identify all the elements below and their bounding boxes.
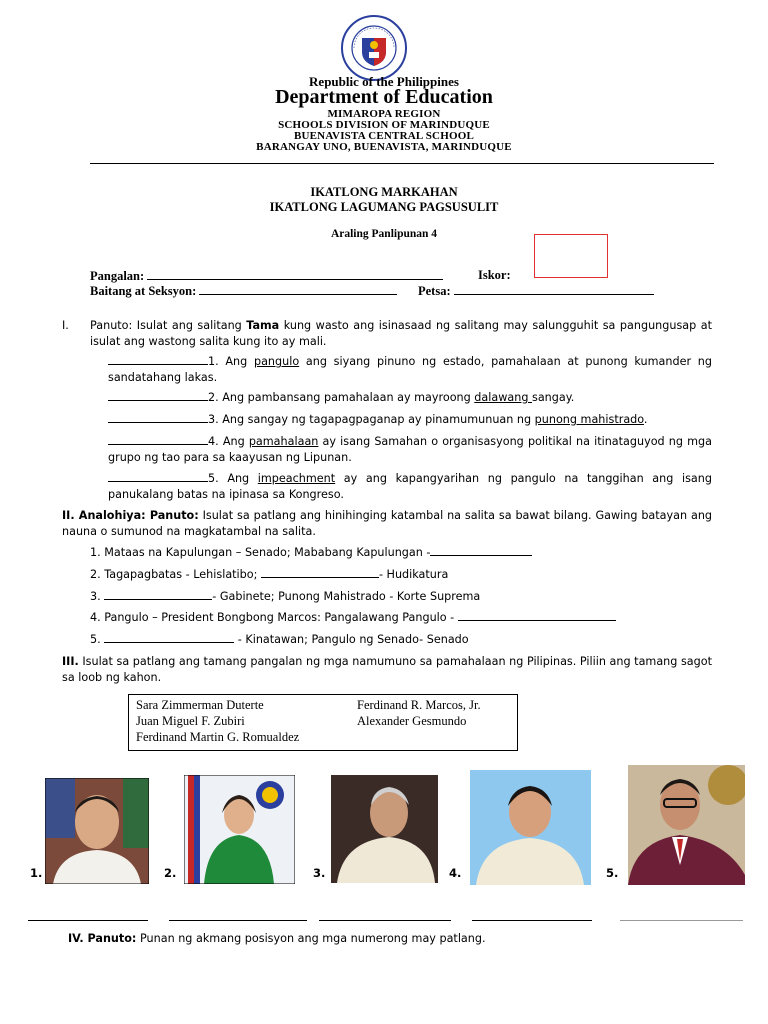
portrait-photo-4 xyxy=(470,770,591,885)
part1-item-4: 4. Ang pamahalaan ay isang Samahan o organisasyong politikal na itinataguyod ng mga grupo ng tao para sa kaayusan ng Lipunan. xyxy=(108,435,712,464)
part1-item-1: 1. Ang pangulo ang siyang pinuno ng estado, pamahalaan at punong kumander ng sandatahang lakas. xyxy=(108,355,712,384)
part4-instructions: IV. Panuto: Punan ng akmang posisyon ang mga numerong may patlang. xyxy=(68,932,486,945)
part1-item-3: 3. Ang sangay ng tagapagpaganap ay pinamumunuan ng punong mahistrado. xyxy=(108,412,712,428)
portrait-photo-1 xyxy=(45,778,149,884)
photo-number-2: 2. xyxy=(164,866,177,880)
answer-blank[interactable] xyxy=(108,354,208,365)
answer-line-1[interactable] xyxy=(28,920,148,921)
answer-line-4[interactable] xyxy=(472,920,592,921)
part2-item-2: 2. Tagapagbatas - Lehislatibo; - Hudikatura xyxy=(90,568,449,581)
date-field[interactable] xyxy=(418,283,654,299)
department-title: Department of Education xyxy=(275,86,493,108)
address-line: BARANGAY UNO, BUENAVISTA, MARINDUQUE xyxy=(256,141,512,153)
portrait-photo-5 xyxy=(628,765,745,885)
answer-blank[interactable] xyxy=(108,434,208,445)
deped-seal-icon xyxy=(340,14,408,82)
answer-blank[interactable] xyxy=(104,589,212,600)
answer-blank[interactable] xyxy=(430,545,532,556)
name-field[interactable] xyxy=(90,268,443,284)
photo-number-3: 3. xyxy=(313,866,326,880)
part1-item-5: 5. Ang impeachment ay ang kapangyarihan ng pangulo na tanggihan ang isang panukalang batas na ipinasa sa Kongreso. xyxy=(108,472,712,501)
part2-instructions: II. Analohiya: Panuto: Isulat sa patlang ang hinihinging katambal na salita sa bawat bilang. Gawing batayan ang nauna o sumunod na magkatambal na salita. xyxy=(62,509,713,538)
choice-name: Sara Zimmerman Duterte xyxy=(136,698,264,712)
photo-number-5: 5. xyxy=(606,866,619,880)
answer-blank[interactable] xyxy=(458,610,616,621)
part1-instructions: Panuto: Isulat ang salitang Tama kung wasto ang isinasaad ng salitang may salungguhit sa pangungusap at isulat ang wastong salita kung ito ay mali. xyxy=(90,319,712,348)
part3-instructions: III. Isulat sa patlang ang tamang pangalan ng mga namumuno sa pamahalaan ng Pilipinas. Piliin ang tamang sagot sa loob ng kahon. xyxy=(62,655,712,684)
header-divider xyxy=(90,163,714,164)
answer-blank[interactable] xyxy=(108,412,208,423)
choice-name: Ferdinand Martin G. Romualdez xyxy=(136,730,300,744)
part2-item-5: 5. - Kinatawan; Pangulo ng Senado- Senado xyxy=(90,633,469,646)
answer-line-3[interactable] xyxy=(319,920,451,921)
score-box[interactable] xyxy=(534,234,608,278)
school-line: BUENAVISTA CENTRAL SCHOOL xyxy=(293,130,475,142)
region-line: MIMAROPA REGION xyxy=(327,108,441,120)
date-label: Petsa: xyxy=(418,284,451,298)
choice-name: Alexander Gesmundo xyxy=(357,714,467,728)
answer-blank[interactable] xyxy=(261,567,379,578)
part2-item-3: 3. - Gabinete; Punong Mahistrado - Korte Suprema xyxy=(90,590,481,603)
portrait-photo-3 xyxy=(331,775,438,883)
name-label: Pangalan: xyxy=(90,269,145,283)
answer-blank[interactable] xyxy=(104,632,234,643)
part2-item-1: 1. Mataas na Kapulungan – Senado; Mababang Kapulungan - xyxy=(90,545,532,561)
name-choices-box xyxy=(128,694,518,751)
part1-item-2: 2. Ang pambansang pamahalaan ay mayroong dalawang sangay. xyxy=(108,390,712,406)
answer-line-5[interactable] xyxy=(620,920,743,921)
part2-item-4: 4. Pangulo – President Bongbong Marcos: Pangalawang Pangulo - xyxy=(90,610,616,626)
part1-numeral: I. xyxy=(62,319,69,332)
test-title: IKATLONG LAGUMANG PAGSUSULIT xyxy=(269,200,499,214)
subject-title: Araling Panlipunan 4 xyxy=(330,228,438,240)
photo-number-1: 1. xyxy=(30,866,43,880)
grade-section-field[interactable] xyxy=(90,283,397,299)
choice-name: Ferdinand R. Marcos, Jr. xyxy=(357,698,481,712)
answer-blank[interactable] xyxy=(108,471,208,482)
choice-name: Juan Miguel F. Zubiri xyxy=(136,714,245,728)
quarter-title: IKATLONG MARKAHAN xyxy=(310,185,458,199)
photo-number-4: 4. xyxy=(449,866,462,880)
portrait-photo-2 xyxy=(184,775,295,884)
answer-blank[interactable] xyxy=(108,390,208,401)
grade-label: Baitang at Seksyon: xyxy=(90,284,197,298)
score-label: Iskor: xyxy=(478,268,511,282)
division-line: SCHOOLS DIVISION OF MARINDUQUE xyxy=(278,119,490,131)
answer-line-2[interactable] xyxy=(169,920,307,921)
republic-line: Republic of the Philippines xyxy=(309,74,459,89)
